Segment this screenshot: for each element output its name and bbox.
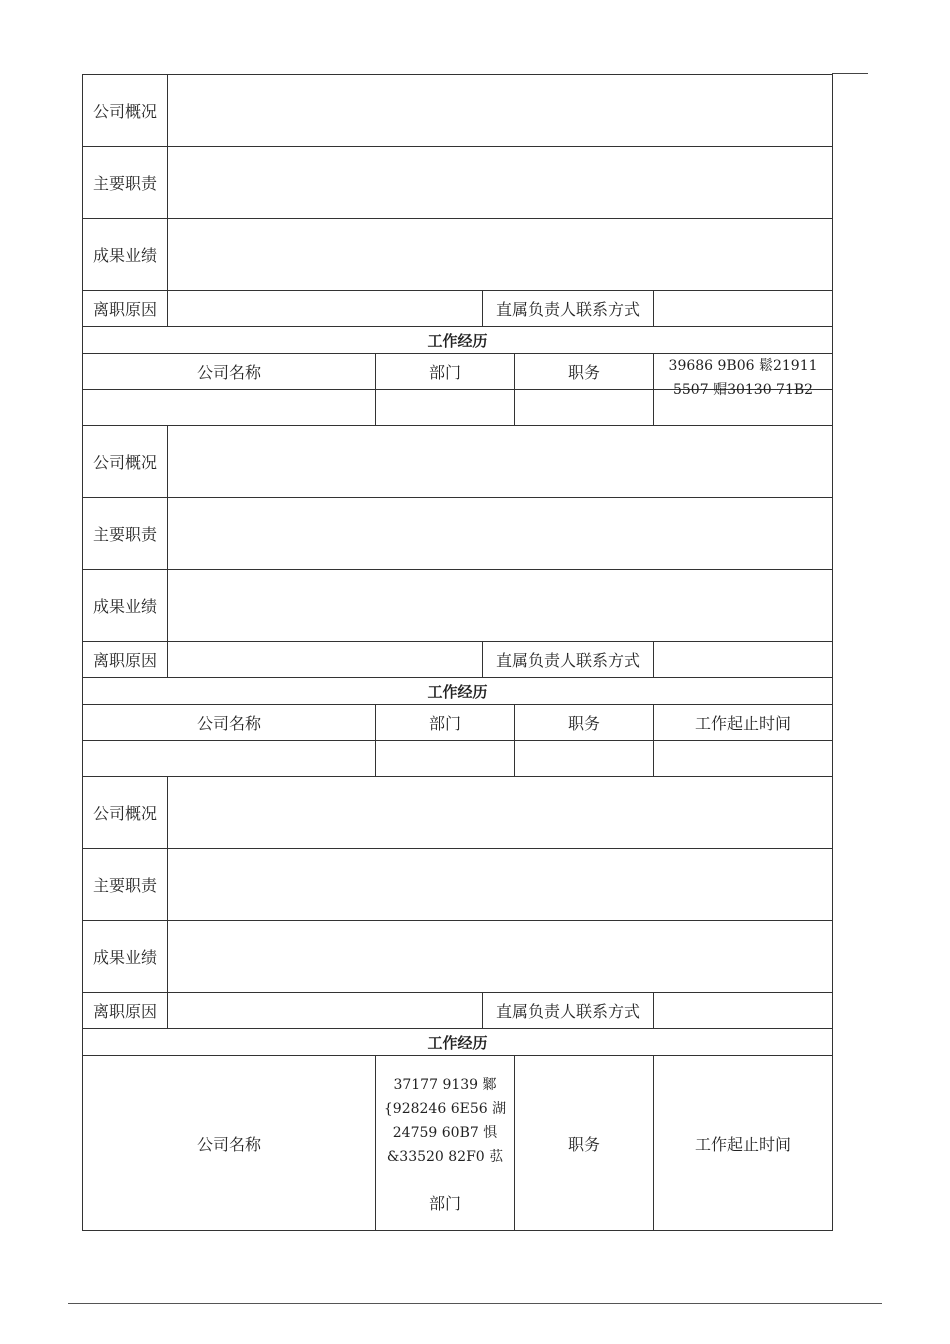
company-name-field[interactable] — [83, 390, 376, 426]
work-history-heading: 工作经历 — [83, 327, 833, 354]
position-header: 职务 — [515, 705, 654, 741]
work-period-header: 工作起止时间 — [654, 705, 833, 741]
department-header: 部门 — [376, 705, 515, 741]
footer-rule — [68, 1303, 882, 1304]
top-rule — [832, 73, 868, 74]
work-period-field[interactable] — [654, 741, 833, 777]
leave-reason-label: 离职原因 — [83, 993, 168, 1029]
main-duties-field[interactable] — [168, 849, 833, 921]
work-experience-form — [82, 74, 833, 1231]
main-duties-label: 主要职责 — [83, 147, 168, 219]
leave-reason-field[interactable] — [168, 993, 483, 1029]
main-duties-label: 主要职责 — [83, 498, 168, 570]
position-header: 职务 — [515, 1056, 654, 1231]
supervisor-contact-label: 直属负责人联系方式 — [483, 993, 654, 1029]
main-duties-label: 主要职责 — [83, 849, 168, 921]
work-period-header: 工作起止时间 — [654, 1056, 833, 1231]
leave-reason-label: 离职原因 — [83, 291, 168, 327]
main-duties-field[interactable] — [168, 147, 833, 219]
department-header: 部门 — [376, 354, 515, 390]
company-name-header: 公司名称 — [83, 705, 376, 741]
company-overview-field[interactable] — [168, 75, 833, 147]
company-name-header: 公司名称 — [83, 354, 376, 390]
work-history-heading: 工作经历 — [83, 1029, 833, 1056]
achievements-label: 成果业绩 — [83, 219, 168, 291]
department-field[interactable] — [376, 741, 515, 777]
company-name-field[interactable] — [83, 741, 376, 777]
supervisor-contact-label: 直属负责人联系方式 — [483, 291, 654, 327]
supervisor-contact-field[interactable] — [654, 993, 833, 1029]
department-label: 部门 — [428, 1193, 461, 1213]
achievements-label: 成果业绩 — [83, 921, 168, 993]
work-period-header — [654, 354, 833, 398]
company-overview-field[interactable] — [168, 426, 833, 498]
supervisor-contact-field[interactable] — [654, 642, 833, 678]
garbled-text: 37177 9139 鄹{928246 6E56 湖24759 60B7 惧&33520 82F0 苰 — [383, 1076, 507, 1165]
department-header — [376, 1056, 515, 1231]
company-overview-label: 公司概况 — [83, 426, 168, 498]
department-field[interactable] — [376, 390, 515, 426]
leave-reason-field[interactable] — [168, 642, 483, 678]
supervisor-contact-label: 直属负责人联系方式 — [483, 642, 654, 678]
achievements-field[interactable] — [168, 219, 833, 291]
leave-reason-field[interactable] — [168, 291, 483, 327]
position-field[interactable] — [515, 390, 654, 426]
company-name-header: 公司名称 — [83, 1056, 376, 1231]
main-duties-field[interactable] — [168, 498, 833, 570]
supervisor-contact-field[interactable] — [654, 291, 833, 327]
position-header: 职务 — [515, 354, 654, 390]
achievements-label: 成果业绩 — [83, 570, 168, 642]
leave-reason-label: 离职原因 — [83, 642, 168, 678]
company-overview-label: 公司概况 — [83, 75, 168, 147]
company-overview-field[interactable] — [168, 777, 833, 849]
garbled-text: 39686 9B06 鬆21911 5507 赗30130 71B2 — [668, 358, 818, 398]
position-field[interactable] — [515, 741, 654, 777]
achievements-field[interactable] — [168, 921, 833, 993]
achievements-field[interactable] — [168, 570, 833, 642]
work-history-heading: 工作经历 — [83, 678, 833, 705]
company-overview-label: 公司概况 — [83, 777, 168, 849]
